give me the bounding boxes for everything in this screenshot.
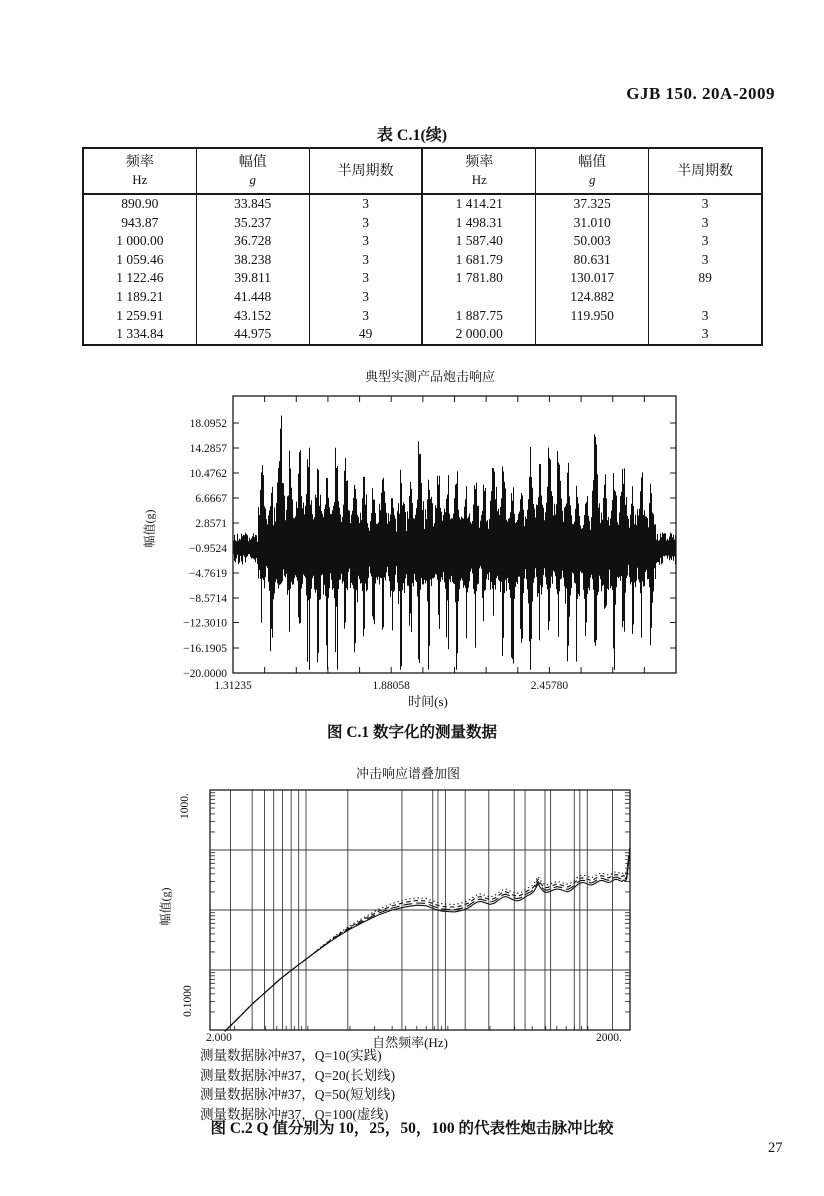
svg-text:−0.9524: −0.9524	[188, 543, 227, 556]
table-cell: 49	[309, 325, 422, 345]
chart1-title: 典型实测产品炮击响应	[364, 369, 495, 384]
table-cell: 37.325	[536, 194, 649, 214]
table-cell: 89	[698, 270, 712, 286]
table-cell: 3	[309, 269, 422, 288]
svg-text:18.0952: 18.0952	[189, 418, 227, 431]
standard-number-header: GJB 150. 20A-2009	[626, 84, 775, 103]
svg-text:−8.5714: −8.5714	[188, 592, 227, 605]
table-cell: 890.90	[83, 194, 196, 214]
table-cell: 43.152	[196, 307, 309, 326]
table-cell: 3	[309, 232, 422, 251]
legend-item: 测量数据脉冲#37，Q=50(短划线)	[200, 1087, 396, 1102]
table-header	[83, 148, 762, 194]
svg-text:10.4762: 10.4762	[189, 467, 227, 480]
table-cell: 39.811	[196, 269, 309, 288]
table-cell: 3	[309, 307, 422, 326]
table-cell: 1 498.31	[422, 214, 535, 233]
table-cell: 3	[309, 288, 422, 307]
table-cell: 119.950	[536, 307, 649, 326]
chart2-legend	[200, 1046, 395, 1124]
svg-text:−4.7619: −4.7619	[188, 568, 227, 580]
table-cell: 1 122.46	[83, 269, 196, 288]
table-cell: 1 781.80	[422, 269, 535, 288]
table-cell: 1 414.21	[422, 194, 535, 214]
figure2-caption: 图 C.2 Q 值分别为 10，25，50，100 的代表性炮击脉冲比较	[210, 1120, 614, 1137]
table-header-cell: 频率 Hz	[422, 148, 535, 194]
table-cell	[649, 288, 762, 307]
table-header-cell: 半周期数	[309, 148, 422, 194]
chart2-ytick-top: 1000.	[178, 793, 191, 819]
table-row	[83, 214, 762, 233]
table-cell	[536, 325, 649, 345]
srs-overlay-chart	[140, 755, 720, 1055]
table-cell: 31.010	[536, 214, 649, 233]
chart2-title: 冲击响应谱叠加图	[355, 766, 460, 781]
table-header-cell: 幅值 g	[536, 148, 649, 194]
table-cell: 44.975	[196, 325, 309, 345]
table-cell: 3	[701, 251, 709, 267]
legend-item: 测量数据脉冲#37，Q=20(长划线)	[200, 1067, 396, 1083]
table-cell: 80.631	[536, 251, 649, 270]
chart2-xlabel: 自然频率(Hz)	[372, 1035, 448, 1050]
page-number: 27	[768, 1140, 783, 1156]
svg-text:14.2857: 14.2857	[189, 443, 227, 456]
table-cell: 1 587.40	[422, 232, 535, 251]
data-table	[82, 147, 763, 346]
table-row	[83, 307, 762, 326]
chart2-xtick-left: 2.000	[206, 1032, 232, 1044]
table-row	[83, 194, 762, 214]
table-cell: 1 681.79	[422, 251, 535, 270]
gunfire-response-chart	[140, 355, 720, 715]
table-cell: 3	[701, 196, 709, 211]
table-cell: 3	[309, 251, 422, 270]
table-cell: 3	[701, 326, 709, 342]
chart1-xlabel: 时间(s)	[408, 694, 448, 709]
table-header-cell: 频率 Hz	[83, 148, 196, 194]
svg-text:1.88058: 1.88058	[372, 680, 410, 692]
chart2-xtick-right: 2000.	[596, 1032, 622, 1044]
table-cell: 33.845	[196, 194, 309, 214]
table-cell: 3	[309, 194, 422, 214]
table-row	[83, 232, 762, 251]
table-cell: 36.728	[196, 232, 309, 251]
table-cell: 1 059.46	[83, 251, 196, 270]
table-cell: 124.882	[536, 288, 649, 307]
table-cell: 3	[701, 307, 709, 323]
table-cell: 35.237	[196, 214, 309, 233]
svg-text:−20.0000: −20.0000	[183, 668, 227, 680]
table-cell: 3	[701, 233, 709, 249]
table-cell: 1 887.75	[422, 307, 535, 326]
table-cell: 1 334.84	[83, 325, 196, 345]
table-cell: 1 000.00	[83, 232, 196, 251]
legend-item: 测量数据脉冲#37，Q=100(虚线)	[200, 1106, 389, 1122]
figure1-caption: 图 C.1 数字化的测量数据	[326, 724, 498, 741]
svg-text:1.31235: 1.31235	[214, 680, 252, 692]
table-row	[83, 269, 762, 288]
table-header-cell: 幅值 g	[196, 148, 309, 194]
chart1-ylabel: 幅值(g)	[142, 509, 157, 548]
table-cell: 130.017	[536, 269, 649, 288]
chart2-ytick-bottom: 0.1000	[181, 985, 194, 1017]
table-row	[83, 288, 762, 307]
table-row	[83, 251, 762, 270]
svg-text:2.8571: 2.8571	[195, 518, 227, 531]
table-title: 表 C.1(续)	[376, 127, 448, 144]
table-cell: 50.003	[536, 232, 649, 251]
legend-item: 测量数据脉冲#37，Q=10(实践)	[200, 1048, 382, 1063]
table-header-cell: 半周期数	[649, 148, 762, 194]
table-cell	[422, 288, 535, 307]
table-cell: 41.448	[196, 288, 309, 307]
table-cell: 2 000.00	[422, 325, 535, 345]
svg-text:−16.1905: −16.1905	[183, 643, 227, 656]
table-body	[83, 194, 762, 345]
table-cell: 3	[701, 214, 709, 230]
table-cell: 1 189.21	[83, 288, 196, 307]
svg-text:−12.3010: −12.3010	[183, 617, 227, 630]
table-cell: 943.87	[83, 214, 196, 233]
table-row	[83, 325, 762, 345]
table-cell: 1 259.91	[83, 307, 196, 326]
table-cell: 3	[309, 214, 422, 233]
svg-text:2.45780: 2.45780	[530, 680, 569, 692]
table-cell: 38.238	[196, 251, 309, 270]
chart2-ylabel: 幅值(g)	[158, 887, 173, 926]
svg-text:6.6667: 6.6667	[195, 492, 227, 505]
